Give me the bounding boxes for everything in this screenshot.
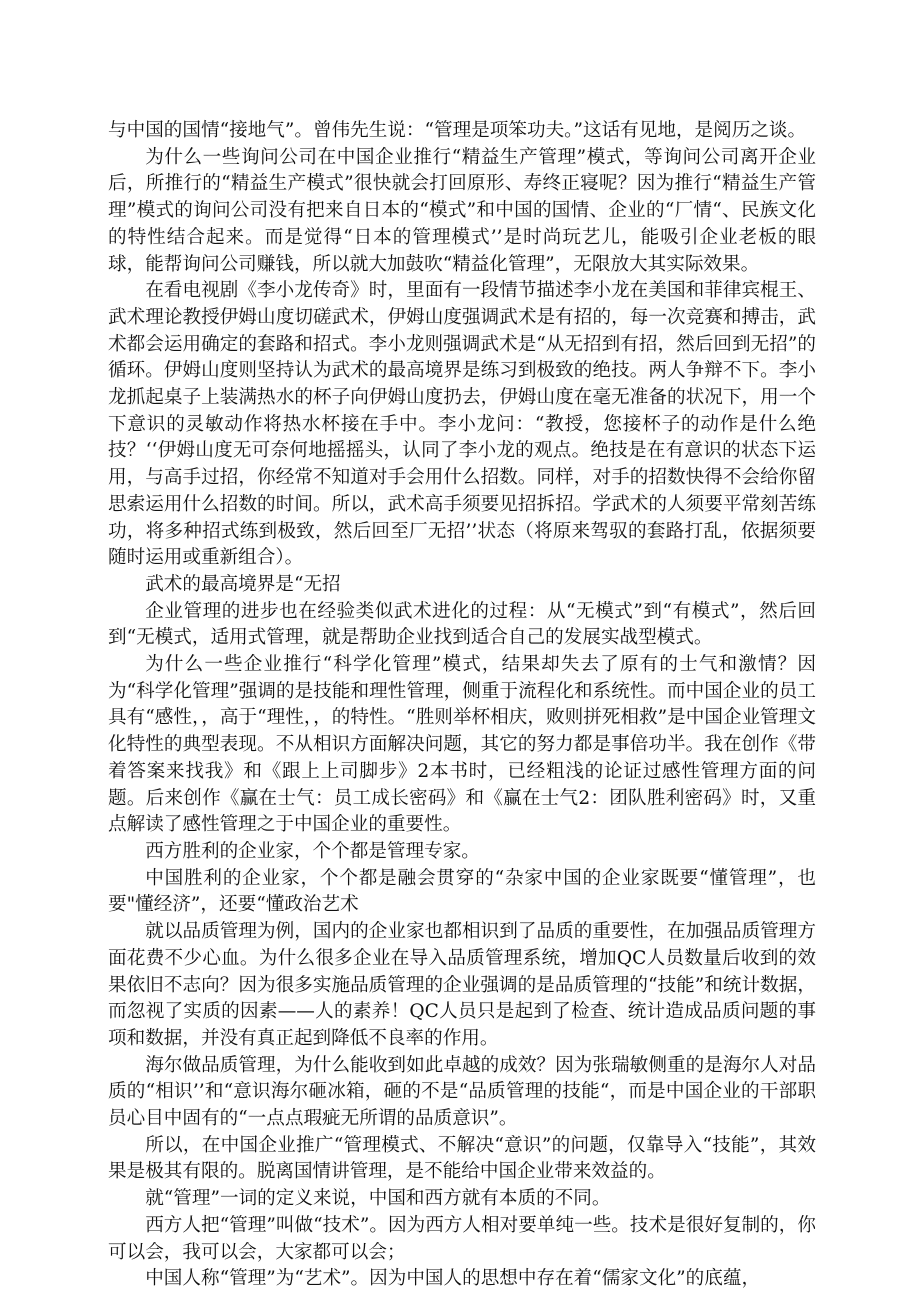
paragraph-14: 中国人称“管理”为“艺术”。因为中国人的思想中存在着“儒家文化”的底蕴， [145,1268,761,1290]
paragraph-12: 就“管理”一词的定义来说，中国和西方就有本质的不同。 [145,1188,611,1210]
paragraph-5: 企业管理的进步也在经验类似武术进化的过程：从“无模式”到“有模式”，然后回到“无模式，适用式管理，就是帮助企业找到适合自己的发展实战型模式。 [108,600,816,649]
paragraph-4: 武术的最高境界是“无招 [145,573,341,595]
paragraph-10: 海尔做品质管理，为什么能收到如此卓越的成效？因为张瑞敏侧重的是海尔人对品质的“相识’’和“意识海尔砸冰箱，砸的不是“品质管理的技能“，而是中国企业的干部职员心目中固有的“一点点瑕疵无所谓的品质意识”。 [108,1054,816,1130]
paragraph-6: 为什么一些企业推行“科学化管理”模式，结果却失去了原有的士气和激情？因为“科学化管理”强调的是技能和理性管理，侧重于流程化和系统性。而中国企业的员工具有“感性，，高于“理性，，的特性。“胜则举杯相庆，败则拼死相救”是中国企业管理文化特性的典型表现。不从相识方面解决问题，其它的努力都是事倍功半。我在创作《带着答案来找我》和《跟上上司脚步》2本书时，已经粗浅的论证过感性管理方面的问题。后来创作《赢在士气：员工成长密码》和《赢在士气2：团队胜利密码》时，又重点解读了感性管理之于中国企业的重要性。 [108,654,816,836]
paragraph-9: 就以品质管理为例，国内的企业家也都相识到了品质的重要性，在加强品质管理方面花费不少心血。为什么很多企业在导入品质管理系统，增加QC人员数量后收到的效果依旧不志向？因为很多实施品质管理的企业强调的是品质管理的“技能”和统计数据，而忽视了实质的因素——人的素养！QC人员只是起到了检查、统计造成品质问题的事项和数据，并没有真正起到降低不良率的作用。 [108,921,816,1049]
document-page [108,118,816,1293]
paragraph-8: 中国胜利的企业家，个个都是融会贯穿的“杂家中国的企业家既要“懂管理”，也要"懂经济”，还要“懂政治艺术 [108,867,816,916]
paragraph-7: 西方胜利的企业家，个个都是管理专家。 [145,840,480,862]
paragraph-3: 在看电视剧《李小龙传奇》时，里面有一段情节描述李小龙在美国和菲律宾棍王、武术理论教授伊姆山度切磋武术，伊姆山度强调武术是有招的，每一次竞赛和搏击，武术都会运用确定的套路和招式。李小龙则强调武术是“从无招到有招，然后回到无招”的循环。伊姆山度则坚持认为武术的最高境界是练习到极致的绝技。两人争辩不下。李小龙抓起桌子上装满热水的杯子向伊姆山度扔去，伊姆山度在毫无准备的状况下，用一个下意识的灵敏动作将热水杯接在手中。李小龙问：“教授，您接杯子的动作是什么绝技？‘‘伊姆山度无可奈何地摇摇头，认同了李小龙的观点。绝技是在有意识的状态下运用，与高手过招，你经常不知道对手会用什么招数。同样，对手的招数快得不会给你留思索运用什么招数的时间。所以，武术高手须要见招拆招。学武术的人须要平常刻苦练功，将多种招式练到极致，然后回至厂无招’’状态（将原来驾驭的套路打乱，依据须要随时运用或重新组合）。 [108,280,816,569]
paragraph-11: 所以，在中国企业推广“管理模式、不解决“意识”的问题，仅靠导入“技能”，其效果是极其有限的。脱离国情讲管理，是不能给中国企业带来效益的。 [108,1134,816,1183]
paragraph-1: 与中国的国情“接地气”。曾伟先生说：“管理是项笨功夫。”这话有见地，是阅历之谈。 [108,120,807,141]
paragraph-2: 为什么一些询问公司在中国企业推行“精益生产管理”模式，等询问公司离开企业后，所推行的“精益生产模式”很快就会打回原形、寿终正寝呢？因为推行“精益生产管理”模式的询问公司没有把来自日本的“模式”和中国的国情、企业的“厂情“、民族文化的特性结合起来。而是觉得“日本的管理模式’’是时尚玩艺儿，能吸引企业老板的眼球，能帮询问公司赚钱，所以就大加鼓吹“精益化管理”，无限放大其实际效果。 [108,146,816,275]
paragraph-13: 西方人把“管理”叫做“技术”。因为西方人相对要单纯一些。技术是很好复制的，你可以会，我可以会，大家都可以会； [108,1214,816,1263]
